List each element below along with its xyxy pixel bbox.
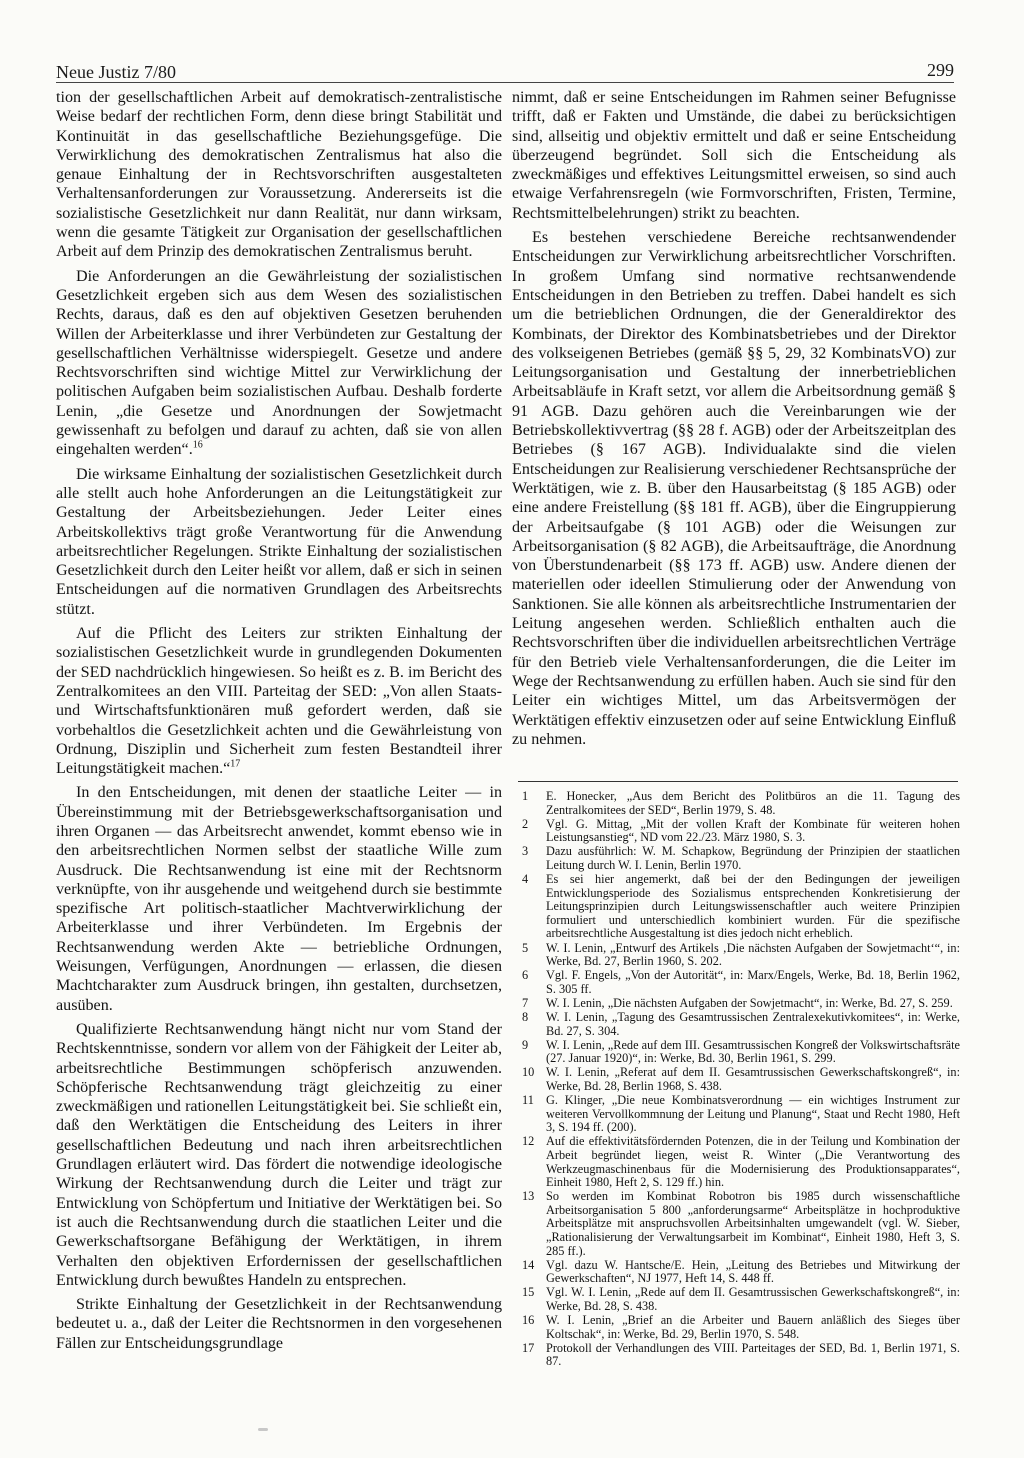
footnote-text: E. Honecker, „Aus dem Bericht des Politbüros an die 11. Tagung des Zentralkomitees der SED“, Berlin 1979, S. 48. [546, 789, 960, 817]
scan-speck [258, 1428, 268, 1431]
footnote-text: Vgl. W. I. Lenin, „Rede auf dem II. Gesamtrussischen Gewerkschaftskongreß“, in: Werke, Bd. 28, S. 438. [546, 1285, 960, 1313]
footnote-text: Protokoll der Verhandlungen des VIII. Parteitages der SED, Bd. 1, Berlin 1971, S. 87. [546, 1340, 960, 1369]
footnote-item [518, 942, 960, 969]
paragraph: Die wirksame Einhaltung der sozialistischen Gesetzlichkeit durch alle stellt auch hohe Anforderungen an die Leitungstätigkeit zur Gestaltung der Arbeitsbeziehungen. Jeder Leiter eines Arbeitskollektivs trägt große Verantwortung für die Anwendung arbeitsrechtlicher Regelungen. Strikte Einhaltung der sozialistischen Gesetzlichkeit durch den Leiter heißt vor allem, daß er sich in seinen Entscheidungen auf die normativen Grundlagen des Arbeitsrechts stützt. [56, 465, 502, 618]
footnote-item [518, 997, 960, 1011]
footnote-item [518, 1135, 960, 1189]
footnote-item [518, 1094, 960, 1135]
left-column [56, 88, 502, 1353]
right-column [512, 88, 956, 749]
footnote-item [518, 1259, 960, 1286]
footnotes [518, 790, 960, 1369]
footnote-text: W. I. Lenin, „Entwurf des Artikels ‚Die nächsten Aufgaben der Sowjetmacht‘“, in: Werke, Bd. 27, Berlin 1960, S. 202. [546, 940, 960, 969]
footnote-text: Auf die effektivitätsfördernden Potenzen, die in der Teilung und Kombination der Arbeit begründet liegen, weist R. Winter („Die Verantwortung des Werkzeugmaschinenbaus für die Modernisierung des Produktionsapparates“, Einheit 1980, Heft 2, S. 129 ff.) hin. [546, 1134, 960, 1190]
footnote-text: W. I. Lenin, „Rede auf dem III. Gesamtrussischen Kongreß der Volkswirtschaftsräte (27. Januar 1920)“, in: Werke, Bd. 30, Berlin 1961, S. 299. [546, 1037, 960, 1066]
footnote-ref: 17 [230, 758, 241, 770]
paragraph: Es bestehen verschiedene Bereiche rechtsanwendender Entscheidungen zur Verwirklichung arbeitsrechtlicher Vorschriften. In großem Umfang sind normative rechtsanwendende Entscheidungen in den Betrieben zu treffen. Dabei handelt es sich um die betrieblichen Ordnungen, die der Generaldirektor des Kombinats, der Direktor des Kombinatsbetriebes und der Direktor des volkseigenen Betriebes (gemäß §§ 5, 29, 32 KombinatsVO) zur Leitungsorganisation und Gestaltung der innerbetrieblichen Arbeitsabläufe in Kraft setzt, vor allem die Arbeitsordnung gemäß § 91 AGB. Dazu gehören auch die Vereinbarungen wie der Betriebskollektivvertrag (§§ 28 f. AGB) oder der Arbeitszeitplan des Betriebes (§ 167 AGB). Individualakte sind die vielen Entscheidungen zur Realisierung verschiedener Rechtsansprüche der Werktätigen, wie z. B. über den Hausarbeitstag (§ 185 AGB) oder eine andere Freistellung (§§ 181 ff. AGB), über die Eingruppierung der Arbeitsaufgabe (§ 101 AGB) oder die Weisungen zur Arbeitsorganisation (§ 82 AGB), die Arbeitsaufträge, die Anordnung von Überstundenarbeit (§§ 173 ff. AGB) usw. Andere dienen der materiellen oder ideellen Stimulierung oder der Anwendung von Sanktionen. Sie alle können als arbeitsrechtliche Instrumentarien der Leitung angesehen werden. Schließlich enthalten auch die Rechtsvorschriften über die individuellen arbeitsrechtlichen Verträge für den Betrieb viele Verhaltensanforderungen, die die Leiter im Wege der Rechtsanwendung zu erfüllen haben. Auch sie sind für den Leiter ein wichtiges Mittel, um das Arbeitsvermögen der Werktätigen effektiv einzusetzen oder auf seine Entwicklung Einfluß zu nehmen. [512, 229, 956, 748]
footnote-text: W. I. Lenin, „Tagung des Gesamtrussischen Zentralexekutivkomitees“, in: Werke, Bd. 27, S. 304. [546, 1010, 960, 1038]
paragraph: Auf die Pflicht des Leiters zur strikten Einhaltung der sozialistischen Gesetzlichkeit wurde in grundlegenden Dokumenten der SED nachdrücklich hingewiesen. So heißt es z. B. im Bericht des Zentralkomitees an den VIII. Parteitag der SED: „Von allen Staats- und Wirtschaftsfunktionären muß gefordert werden, daß sie vorbehaltlos die Gesetzlichkeit achten und die Gewährleistung von Ordnung, Disziplin und Sicherheit zum festen Bestandteil ihrer Leitungstätigkeit machen.“$^{17}$ [56, 625, 502, 778]
footnote-item [518, 790, 960, 817]
journal-title: Neue Justiz 7/80 [56, 62, 176, 82]
header-rule [56, 82, 954, 83]
footnote-number: 14 [522, 1257, 535, 1272]
footnote-number: 7 [522, 995, 529, 1010]
footnote-number: 3 [522, 844, 529, 859]
footnote-item [518, 1190, 960, 1258]
footnote-number: 4 [522, 872, 529, 887]
footnote-number: 5 [522, 940, 529, 955]
footnote-number: 17 [522, 1340, 535, 1355]
footnote-item [518, 1066, 960, 1093]
paragraph: Qualifizierte Rechtsanwendung hängt nicht nur vom Stand der Rechtskenntnisse, sondern vor allem von der Fähigkeit der Leiter ab, arbeitsrechtliche Bestimmungen schöpferisch anzuwenden. Schöpferische Rechtsanwendung trägt gleichzeitig zu einer zweckmäßigen und rationellen Leitungstätigkeit bei. Sie schließt ein, daß den Werktätigen die Entscheidung des Leiters in ihrer gesellschaftlichen Bedeutung und nach ihren arbeitsrechtlichen Grundlagen erläutert wird. Das fördert die notwendige ideologische Wirkung der Rechtsanwendung durch die Leiter und trägt zur Entwicklung von Schöpfertum und Initiative der Werktätigen bei. So ist auch die Rechtsanwendung durch die staatlichen Leiter und die Gewerkschaftsorgane Befähigung der Werktätigen, in ihrem Verhalten den objektiven Erfordernissen der gesellschaftlichen Entwicklung durch bewußtes Handeln zu entsprechen. [56, 1020, 502, 1289]
footnote-item [518, 1039, 960, 1066]
footnote-number: 2 [522, 816, 529, 831]
paragraph: tion der gesellschaftlichen Arbeit auf demokratisch-zentralistische Weise bedarf der rechtlichen Form, denn diese bringt Stabilität und Kontinuität in das gesellschaftliche Beziehungsgefüge. Die Verwirklichung des demokratischen Zentralismus hat also die genaue Einhaltung der in Rechtsvorschriften ausgestalteten Verhaltensanforderungen zur Voraussetzung. Andererseits ist die sozialistische Gesetzlichkeit nur dann Realität, nur dann wirksam, wenn die gesamte Tätigkeit zur Organisation der gesellschaftlichen Arbeit auf dem Prinzip des demokratischen Zentralismus beruht. [56, 89, 502, 261]
footnote-text: G. Klinger, „Die neue Kombinatsverordnung — ein wichtiges Instrument zur weiteren Vervollkommnung der Leitung und Planung“, Staat und Recht 1980, Heft 3, S. 194 ff. (200). [546, 1093, 960, 1135]
footnote-text: So werden im Kombinat Robotron bis 1985 durch wissenschaftliche Arbeitsorganisation 5 800 „anforderungsarme“ Arbeitsplätze in hochproduktive Arbeitsplätze mit anspruchsvollen Arbeitsinhalten umgewandelt (vgl. W. Sieber, „Rationalisierung der Verwaltungsarbeit im Kombinat“, Einheit 1980, Heft 3, S. 285 ff.). [546, 1189, 960, 1258]
page-number: 299 [927, 60, 954, 80]
footnote-text: Dazu ausführlich: W. M. Schapkow, Begründung der Prinzipien der staatlichen Leitung durch W. I. Lenin, Berlin 1970. [546, 844, 960, 872]
footnote-item [518, 969, 960, 996]
footnote-text: Vgl. F. Engels, „Von der Autorität“, in: Marx/Engels, Werke, Bd. 18, Berlin 1962, S. 305 ff. [546, 968, 960, 996]
footnote-number: 13 [522, 1189, 535, 1204]
footnote-text: Vgl. dazu W. Hantsche/E. Hein, „Leitung des Betriebes und Mitwirkung der Gewerkschaften“, NJ 1977, Heft 14, S. 448 ff. [546, 1257, 960, 1286]
footnote-text: Vgl. G. Mittag, „Mit der vollen Kraft der Kombinate für weiteren hohen Leistungsanstieg“, ND vom 22./23. März 1980, S. 3. [546, 816, 960, 845]
paragraph: Strikte Einhaltung der Gesetzlichkeit in der Rechtsanwendung bedeutet u. a., daß der Leiter die Rechtsnormen in den vorgesehenen Fällen zur Entscheidungsgrundlage [56, 1296, 502, 1352]
footnote-text: Es sei hier angemerkt, daß bei der den Bedingungen der jeweiligen Entwicklungsperiode des Sozialismus entsprechenden Konkretisierung der Leitungsprinzipien durch Leitungswissenschaftler auch weitere Prinzipien formuliert und unterschiedlich kombiniert wurden. Für die spezifische arbeitsrechtliche Ausgestaltung ist dies jedoch nicht erheblich. [546, 872, 960, 941]
footnote-number: 9 [522, 1037, 529, 1052]
footnote-item [518, 1342, 960, 1369]
footnote-number: 10 [522, 1065, 535, 1080]
paragraph: Die Anforderungen an die Gewährleistung der sozialistischen Gesetzlichkeit ergeben sich aus dem Wesen des sozialistischen Rechts, daraus, daß es den auf objektiven Gesetzen beruhenden Willen der Arbeiterklasse und ihrer Verbündeten zur Gestaltung der gesellschaftlichen Verhältnisse widerspiegelt. Gesetze und andere Rechtsvorschriften sind wichtige Mittel zur Verwirklichung der politischen Aufgaben beim sozialistischen Aufbau. Deshalb forderte Lenin, „die Gesetze und Anordnungen der Sowjetmacht gewissenhaft zu befolgen und darauf zu achten, daß sie von allen eingehalten werden“.$^{16}$ [56, 267, 502, 459]
footnote-number: 15 [522, 1285, 535, 1300]
footnote-number: 1 [522, 789, 529, 803]
footnote-item [518, 1011, 960, 1038]
paragraph: nimmt, daß er seine Entscheidungen im Rahmen seiner Befugnisse trifft, daß er Fakten und Umstände, die dabei zu berücksichtigen sind, allseitig und objektiv ermittelt und daß er seine Entscheidung überzeugend begründet. Soll sich die Entscheidung als zweckmäßiges und effektives Leitungsmittel erweisen, so sind auch etwaige Verfahrensregeln (wie Formvorschriften, Fristen, Termine, Rechtsmittelbelehrungen) strikt zu beachten. [512, 89, 956, 222]
footnote-number: 6 [522, 968, 529, 983]
footnote-item [518, 818, 960, 845]
footnote-text: W. I. Lenin, „Referat auf dem II. Gesamtrussischen Gewerkschaftskongreß“, in: Werke, Bd. 28, Berlin 1968, S. 438. [546, 1065, 960, 1093]
footnote-text: W. I. Lenin, „Brief an die Arbeiter und Bauern anläßlich des Sieges über Koltschak“, in: Werke, Bd. 29, Berlin 1970, S. 548. [546, 1313, 960, 1341]
footnote-number: 12 [522, 1134, 535, 1149]
footnote-number: 11 [522, 1093, 534, 1108]
footnote-rule [518, 781, 958, 782]
footnote-item [518, 873, 960, 941]
footnote-item [518, 1314, 960, 1341]
paragraph: In den Entscheidungen, mit denen der staatliche Leiter — in Übereinstimmung mit der Betriebsgewerkschaftsorganisation und ihren Organen — das Arbeitsrecht anwendet, kommt ebenso wie in den arbeitsrechtlichen Normen selbst der staatliche Wille zum Ausdruck. Die Rechtsanwendung ist eine mit der Rechtsnorm verknüpfte, von ihr ausgehende und weitgehend durch sie bestimmte spezifische Art politisch-staatlicher Machtverwirklichung der Arbeiterklasse und ihrer Verbündeten. Im Ergebnis der Rechtsanwendung werden Akte — betriebliche Ordnungen, Weisungen, Verfügungen, Anordnungen — erlassen, die diesen Machtcharakter zum Ausdruck bringen, ihn gestalten, durchsetzen, ausüben. [56, 784, 502, 1014]
footnote-item [518, 845, 960, 872]
footnote-ref: 16 [192, 439, 203, 451]
footnote-number: 8 [522, 1010, 529, 1024]
footnote-item [518, 1286, 960, 1313]
footnote-text: W. I. Lenin, „Die nächsten Aufgaben der Sowjetmacht“, in: Werke, Bd. 27, S. 259. [546, 995, 953, 1010]
page-header [56, 52, 954, 82]
footnote-number: 16 [522, 1313, 535, 1328]
